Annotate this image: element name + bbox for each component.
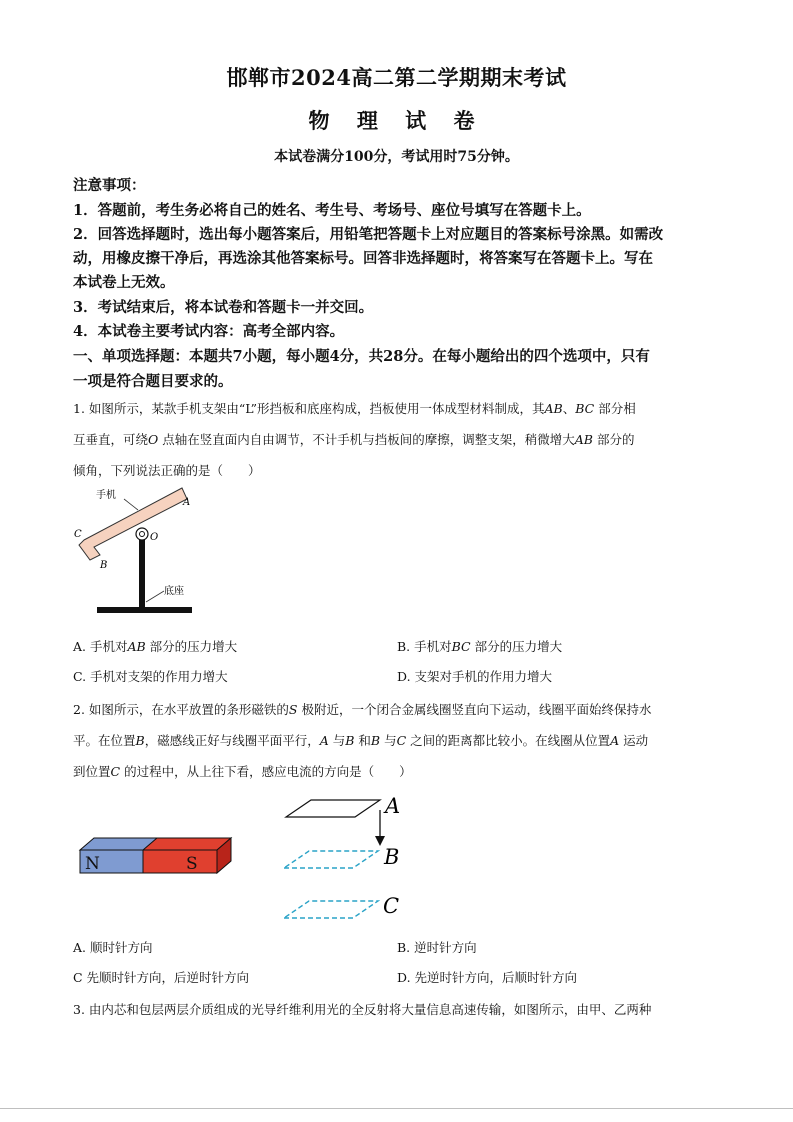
- q2-option-d[interactable]: D. 先逆时针方向，后顺时针方向: [397, 970, 578, 985]
- magnet-coil-figure: [75, 790, 415, 930]
- note-line: 4．本试卷主要考试内容：高考全部内容。: [73, 323, 345, 340]
- label-position-a: A: [385, 794, 401, 818]
- page-bottom-divider: [0, 1108, 793, 1109]
- exam-title: 邯郸市2024高二第二学期期末考试: [226, 65, 567, 90]
- q1-option-c[interactable]: C. 手机对支架的作用力增大: [73, 669, 228, 684]
- stand-pole: [139, 535, 145, 609]
- q2-option-c[interactable]: C 先顺时针方向，后逆时针方向: [73, 970, 250, 985]
- note-line: 本试卷上无效。: [73, 274, 175, 291]
- label-base: 底座: [164, 586, 184, 597]
- label-position-c: C: [383, 894, 400, 918]
- phone-stand-figure: [70, 485, 210, 620]
- label-c: C: [74, 529, 82, 540]
- label-o: O: [150, 532, 159, 543]
- q1-option-a[interactable]: A. 手机对AB 部分的压力增大: [73, 639, 238, 654]
- q1-option-b[interactable]: B. 手机对BC 部分的压力增大: [397, 639, 563, 654]
- note-line: 3．考试结束后，将本试卷和答题卡一并交回。: [73, 299, 374, 316]
- q1-text-line3: 倾角，下列说法正确的是（ ）: [73, 463, 261, 478]
- subject-title: 物 理 试 卷: [308, 108, 485, 133]
- note-line: 动，用橡皮擦干净后，再选涂其他答案标号。回答非选择题时，将答案写在答题卡上。写在: [73, 250, 653, 267]
- q2-option-b[interactable]: B. 逆时针方向: [397, 940, 477, 955]
- coil-position-c: [284, 901, 378, 918]
- section-heading: 一、单项选择题：本题共7小题，每小题4分，共28分。在每小题给出的四个选项中，只有: [73, 348, 650, 365]
- label-position-b: B: [384, 845, 400, 869]
- label-b: B: [100, 560, 108, 571]
- magnet-s-pole: [143, 850, 217, 873]
- q3-text-line1: 3. 由内芯和包层两层介质组成的光导纤维利用光的全反射将大量信息高速传输，如图所示，由甲、乙两种: [73, 1002, 652, 1017]
- label-s: S: [186, 854, 198, 874]
- coil-position-b: [284, 851, 378, 868]
- q2-option-a[interactable]: A. 顺时针方向: [73, 940, 153, 955]
- note-line: 2．回答选择题时，选出每小题答案后，用铅笔把答题卡上对应题目的答案标号涂黑。如需改: [73, 226, 664, 243]
- q2-text-line1: 2. 如图所示，在水平放置的条形磁铁的S 极附近，一个闭合金属线圈竖直向下运动，线圈平面始终保持水: [73, 702, 652, 717]
- section-heading: 一项是符合题目要求的。: [73, 373, 233, 390]
- note-line: 1．答题前，考生务必将自己的姓名、考生号、考场号、座位号填写在答题卡上。: [73, 202, 591, 219]
- q2-text-line2: 平。在位置B，磁感线正好与线圈平面平行，A 与B 和B 与C 之间的距离都比较小。在线圈从位置A 运动: [73, 733, 649, 748]
- q2-text-line3: 到位置C 的过程中，从上往下看，感应电流的方向是（ ）: [73, 764, 412, 779]
- q1-option-d[interactable]: D. 支架对手机的作用力增大: [397, 669, 553, 684]
- magnet-s-top: [143, 838, 231, 850]
- q1-text-line2: 互垂直，可绕O 点轴在竖直面内自由调节，不计手机与挡板间的摩擦，调整支架，稍微增大AB 部分的: [73, 432, 635, 447]
- stand-base: [97, 607, 192, 613]
- label-n: N: [85, 854, 100, 874]
- label-a: A: [183, 497, 191, 508]
- coil-position-a: [286, 800, 380, 817]
- q1-text-line1: 1. 如图所示，某款手机支架由“L”形挡板和底座构成，挡板使用一体成型材料制成，其AB、BC 部分相: [73, 401, 636, 416]
- exam-info: 本试卷满分100分，考试用时75分钟。: [274, 149, 519, 165]
- notes-heading: 注意事项：: [73, 177, 146, 194]
- label-phone: 手机: [96, 490, 116, 501]
